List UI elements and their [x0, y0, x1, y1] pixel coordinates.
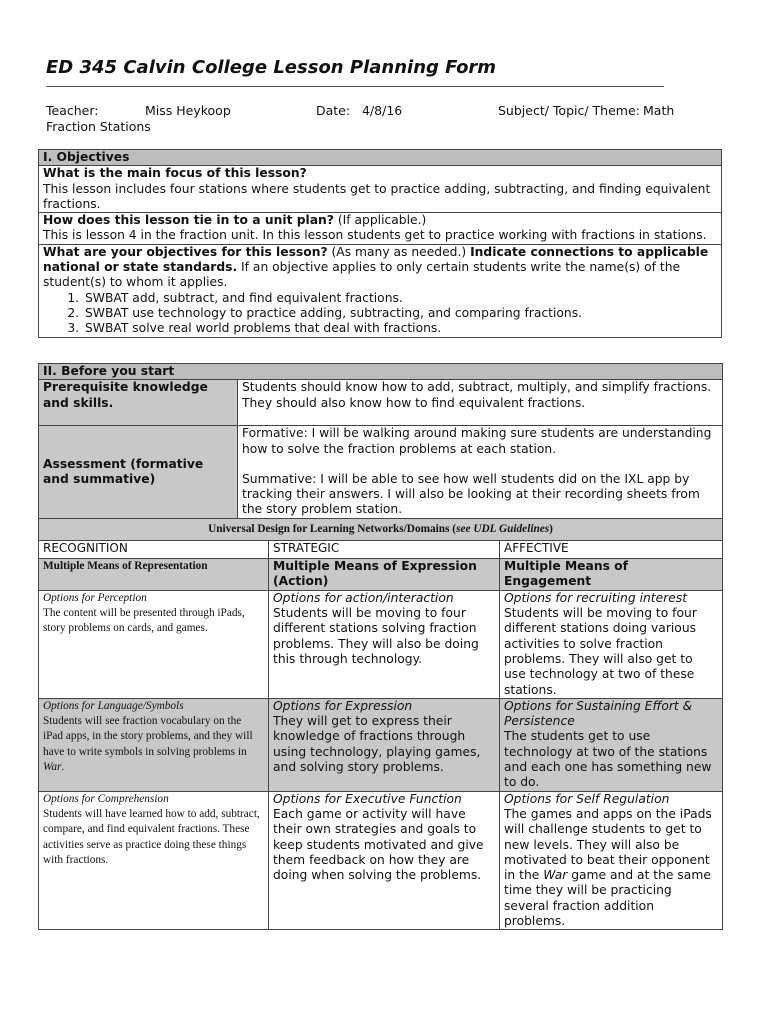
subject-value: Math: [643, 103, 675, 118]
affective-header: AFFECTIVE: [500, 540, 723, 558]
interest-label: Options for recruiting interest: [504, 590, 688, 605]
perception-text: The content will be presented through iPads, story problems on cards, and games.: [43, 607, 245, 635]
action-text: Students will be moving to four different stations solving fraction problems. They will also be doing this through technology.: [273, 606, 479, 666]
subject-label: Subject/ Topic/ Theme:: [498, 103, 640, 118]
objectives-table: [38, 149, 722, 338]
persistence-label: Options for Sustaining Effort & Persistence: [504, 698, 693, 729]
expression-text: They will get to express their knowledge of fractions through using technology, playing games, and solving story problems.: [273, 714, 481, 775]
strategic-header: STRATEGIC: [269, 540, 500, 558]
executive-cell: [269, 791, 500, 930]
udl-title: Universal Design for Learning Networks/Domains (see UDL Guidelines): [39, 518, 723, 540]
unit-answer: This is lesson 4 in the fraction unit. In this lesson students get to practice working with fractions in stations.: [43, 228, 707, 243]
date-value: 4/8/16: [362, 103, 403, 118]
regulation-label: Options for Self Regulation: [504, 791, 670, 806]
regulation-cell: [500, 791, 723, 930]
assessment-text: [238, 426, 723, 518]
expression-subheader: Multiple Means of Expression (Action): [269, 558, 500, 590]
perception-cell: [39, 590, 269, 698]
objective-item: 2. SWBAT use technology to practice adding, subtracting, and comparing fractions.: [83, 306, 717, 321]
comprehension-cell: [39, 791, 269, 930]
form-title: ED 345 Calvin College Lesson Planning Form: [46, 57, 497, 78]
executive-text: Each game or activity will have their own strategies and goals to keep students motivated and give them feedback on how they are doing when solving the problems.: [273, 806, 484, 883]
date-label: Date:: [316, 103, 351, 118]
objectives-question: What are your objectives for this lesson?: [43, 244, 328, 259]
engagement-subheader: Multiple Means of Engagement: [500, 558, 723, 590]
interest-text: Students will be moving to four different stations doing various activities to solve fraction problems. They will also get to use technology at two of these stations.: [504, 606, 697, 697]
unit-question: How does this lesson tie in to a unit plan?: [43, 213, 334, 228]
objectives-question-note-2: If an objective applies to only certain students write the name(s) of the student(s) to whom it applies.: [43, 260, 681, 290]
assessment-label: Assessment (formative and summative): [39, 426, 238, 518]
focus-question: What is the main focus of this lesson?: [43, 166, 307, 181]
objectives-unit-cell: [39, 213, 722, 245]
action-label: Options for action/interaction: [273, 590, 454, 605]
persistence-cell: [500, 698, 723, 791]
language-text: Students will see fraction vocabulary on the iPad apps, in the story problems, and they will have to write symbols in solving problems in War.: [43, 715, 253, 774]
objectives-list: [43, 291, 717, 337]
executive-label: Options for Executive Function: [273, 791, 462, 806]
objective-item: 1. SWBAT add, subtract, and find equivalent fractions.: [83, 291, 717, 306]
formative-text: Formative: I will be walking around making sure students are understanding how to solve the fraction problems at each station.: [242, 426, 712, 456]
regulation-text: The games and apps on the iPads will challenge students to get to new levels. They will also be motivated to beat their opponent in the War game and at the same time they will be practicing several fraction addition problems.: [504, 806, 712, 929]
prereq-label: Prerequisite knowledge and skills.: [39, 380, 238, 426]
expression-label: Options for Expression: [273, 698, 413, 713]
teacher-value: Miss Heykoop: [145, 103, 231, 118]
objectives-list-cell: [39, 244, 722, 337]
teacher-label: Teacher:: [46, 103, 99, 118]
objectives-question-note: (As many as needed.): [327, 244, 471, 259]
perception-label: Options for Perception: [43, 591, 147, 604]
standards-question: Indicate connections to applicable national or state standards.: [43, 244, 709, 275]
comprehension-label: Options for Comprehension: [43, 792, 169, 805]
comprehension-text: Students will have learned how to add, subtract, compare, and find equivalent fractions. These activities serve as practice doing these things with fractions.: [43, 807, 260, 866]
interest-cell: [500, 590, 723, 698]
unit-question-note: (If applicable.): [333, 213, 427, 228]
prereq-text: Students should know how to add, subtract, multiply, and simplify fractions. They should also know how to find equivalent fractions.: [238, 380, 723, 426]
title-rule: [46, 86, 664, 87]
before-table: [38, 363, 723, 930]
language-label: Options for Language/Symbols: [43, 699, 184, 712]
persistence-text: The students get to use technology at two of the stations and each one has something new to do.: [504, 729, 712, 790]
action-cell: [269, 590, 500, 698]
focus-answer: This lesson includes four stations where students get to practice adding, subtracting, and finding equivalent fractions.: [43, 181, 711, 211]
representation-subheader: Multiple Means of Representation: [39, 558, 269, 590]
summative-text: Summative: I will be able to see how well students did on the IXL app by tracking their answers. I will also be looking at their recording sheets from the story problem station.: [242, 471, 700, 517]
subject-value-continued: Fraction Stations: [46, 119, 151, 134]
expression-cell: [269, 698, 500, 791]
objectives-focus-cell: [39, 166, 722, 213]
language-cell: [39, 698, 269, 791]
objectives-heading: I. Objectives: [39, 150, 722, 166]
recognition-header: RECOGNITION: [39, 540, 269, 558]
before-heading: II. Before you start: [39, 364, 723, 380]
objective-item: 3. SWBAT solve real world problems that deal with fractions.: [83, 321, 717, 336]
